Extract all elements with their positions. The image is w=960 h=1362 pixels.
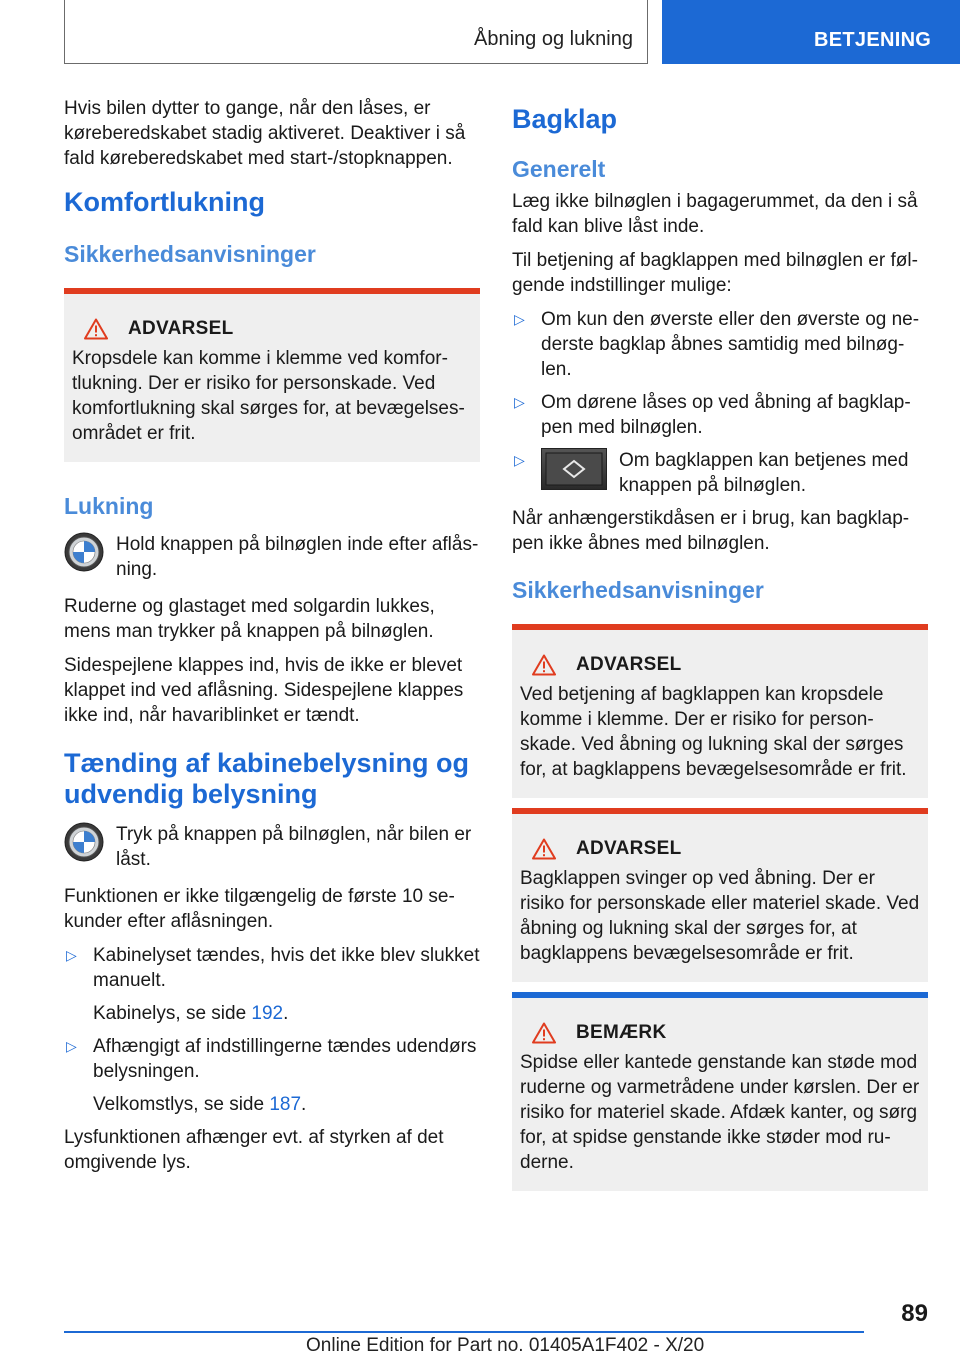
bmw-key-button-icon bbox=[64, 822, 104, 862]
triangle-bullet-icon: ▷ bbox=[514, 311, 525, 327]
warning-triangle-icon bbox=[532, 838, 556, 860]
notice-triangle-icon bbox=[532, 1022, 556, 1044]
triangle-bullet-icon: ▷ bbox=[514, 394, 525, 410]
notice-text: Spidse eller kantede genstande kan støde mod ruderne og varmetrådene under kørslen. Der er risiko for materiel skade. Afdæk kanter, og sørg for, at spidse genstande ikke støder mod ruderne. bbox=[520, 1052, 920, 1173]
page-reference-label: Kabinelys, se side bbox=[93, 1003, 252, 1024]
list-item-text: Om kun den øverste eller den øverste og nederste bagklap åbnes samtidig med bilnøglen. bbox=[541, 309, 920, 380]
warning-text: Kropsdele kan komme i klemme ved komfortlukning. Der er risiko for personskade. Ved komfortlukning skal sørges for, at bevægelsesområdet er frit. bbox=[72, 348, 465, 444]
chapter-tab[interactable] bbox=[662, 0, 960, 64]
right-column bbox=[512, 96, 928, 1221]
lukning-paragraph-1: Ruderne og glastaget med solgardin lukkes, mens man trykker på knappen på bilnøglen. bbox=[64, 596, 435, 642]
triangle-bullet-icon: ▷ bbox=[514, 452, 525, 468]
footer-divider bbox=[64, 1331, 864, 1333]
list-item bbox=[512, 448, 928, 498]
list-item bbox=[512, 390, 928, 440]
warning-box-right-2 bbox=[512, 808, 928, 982]
warning-box-left bbox=[64, 288, 480, 462]
heading-generelt: Generelt bbox=[512, 156, 606, 182]
heading-lighting: Tænding af kabinebelysning og udvendig belysning bbox=[64, 748, 470, 809]
key-row bbox=[541, 448, 928, 498]
warning-text: Ved betjening af bagklappen kan kropsdele komme i klemme. Der er risiko for personskade. Ved åbning og lukning skal der sørges for, at bagklappens bevægelsesområde er frit. bbox=[520, 684, 907, 780]
lukning-icon-row bbox=[64, 532, 480, 582]
bagklap-paragraph-1: Læg ikke bilnøglen i bagagerummet, da den i så fald kan blive låst inde. bbox=[512, 191, 918, 237]
list-item bbox=[64, 943, 480, 1026]
list-item-text: Om bagklappen kan betjenes med knappen på bilnøglen. bbox=[619, 450, 909, 496]
lighting-icon-row bbox=[64, 822, 480, 872]
header-section-box bbox=[64, 0, 648, 64]
section-title: Åbning og lukning bbox=[473, 28, 633, 50]
triangle-bullet-icon: ▷ bbox=[66, 1038, 77, 1054]
warning-label: ADVARSEL bbox=[128, 318, 234, 339]
list-item-text: Om dørene låses op ved åbning af bagklappen med bilnøglen. bbox=[541, 392, 911, 438]
list-item-text: Kabinelyset tændes, hvis det ikke blev slukket manuelt. bbox=[93, 945, 480, 991]
edition-footer: Online Edition for Part no. 01405A1F402 - X/20 bbox=[306, 1335, 705, 1356]
heading-safety-left: Sikkerhedsanvisninger bbox=[64, 241, 316, 267]
page-link-192[interactable]: 192 bbox=[251, 1003, 284, 1024]
page-reference bbox=[93, 1001, 480, 1026]
page-number: 89 bbox=[901, 1300, 928, 1327]
left-column bbox=[64, 96, 480, 1184]
bmw-key-button-icon bbox=[64, 532, 104, 572]
lighting-list bbox=[64, 943, 480, 1117]
lukning-paragraph-2: Sidespejlene klappes ind, hvis de ikke er blevet klappet ind ved aflåsning. Sidespejlene klappes ikke ind, når havariblinket er tændt. bbox=[64, 655, 464, 726]
heading-bagklap: Bagklap bbox=[512, 104, 618, 134]
warning-triangle-icon bbox=[84, 318, 108, 340]
chapter-tab-label: BETJENING bbox=[814, 29, 932, 51]
list-item bbox=[512, 307, 928, 382]
lighting-paragraph-1: Funktionen er ikke tilgængelig de første 10 sekunder efter aflåsningen. bbox=[64, 886, 455, 932]
page-reference-suffix: . bbox=[301, 1094, 307, 1115]
list-item-text: Afhængigt af indstillingerne tændes udendørs belysningen. bbox=[93, 1036, 477, 1082]
warning-label: ADVARSEL bbox=[576, 654, 682, 675]
intro-paragraph: Hvis bilen dytter to gange, når den låses, er køreberedskabet stadig aktiveret. Deaktiver i så fald køreberedskabet med start-/stopknappen. bbox=[64, 98, 466, 169]
page-reference-label: Velkomstlys, se side bbox=[93, 1094, 270, 1115]
triangle-bullet-icon: ▷ bbox=[66, 947, 77, 963]
warning-label: ADVARSEL bbox=[576, 838, 682, 859]
warning-title bbox=[72, 318, 472, 340]
warning-text: Bagklappen svinger op ved åbning. Der er risiko for personskade eller materiel skade. Ved åbning og lukning skal der sørges for, at bagklappens bevægelsesområde er frit. bbox=[520, 868, 920, 964]
warning-triangle-icon bbox=[532, 654, 556, 676]
tailgate-key-button-icon bbox=[541, 448, 607, 490]
heading-lukning: Lukning bbox=[64, 493, 154, 519]
notice-label: BEMÆRK bbox=[576, 1022, 667, 1043]
heading-safety-right: Sikkerhedsanvisninger bbox=[512, 577, 764, 603]
page-reference bbox=[93, 1092, 480, 1117]
lighting-paragraph-2: Lysfunktionen afhænger evt. af styrken af det omgivende lys. bbox=[64, 1127, 444, 1173]
notice-title bbox=[520, 1022, 920, 1044]
notice-box bbox=[512, 992, 928, 1191]
warning-title bbox=[520, 654, 920, 676]
bagklap-paragraph-3: Når anhængerstikdåsen er i brug, kan bagklappen ikke åbnes med bilnøglen. bbox=[512, 508, 910, 554]
page-reference-suffix: . bbox=[283, 1003, 289, 1024]
bagklap-paragraph-2: Til betjening af bagklappen med bilnøglen er følgende indstillinger mulige: bbox=[512, 250, 918, 296]
warning-box-right-1 bbox=[512, 624, 928, 798]
bagklap-list bbox=[512, 307, 928, 498]
heading-komfortlukning: Komfortlukning bbox=[64, 187, 265, 217]
lukning-instruction: Hold knappen på bilnøglen inde efter aflåsning. bbox=[116, 534, 479, 580]
warning-title bbox=[520, 838, 920, 860]
list-item bbox=[64, 1034, 480, 1117]
lighting-instruction: Tryk på knappen på bilnøglen, når bilen er låst. bbox=[116, 824, 472, 870]
page-link-187[interactable]: 187 bbox=[269, 1094, 302, 1115]
